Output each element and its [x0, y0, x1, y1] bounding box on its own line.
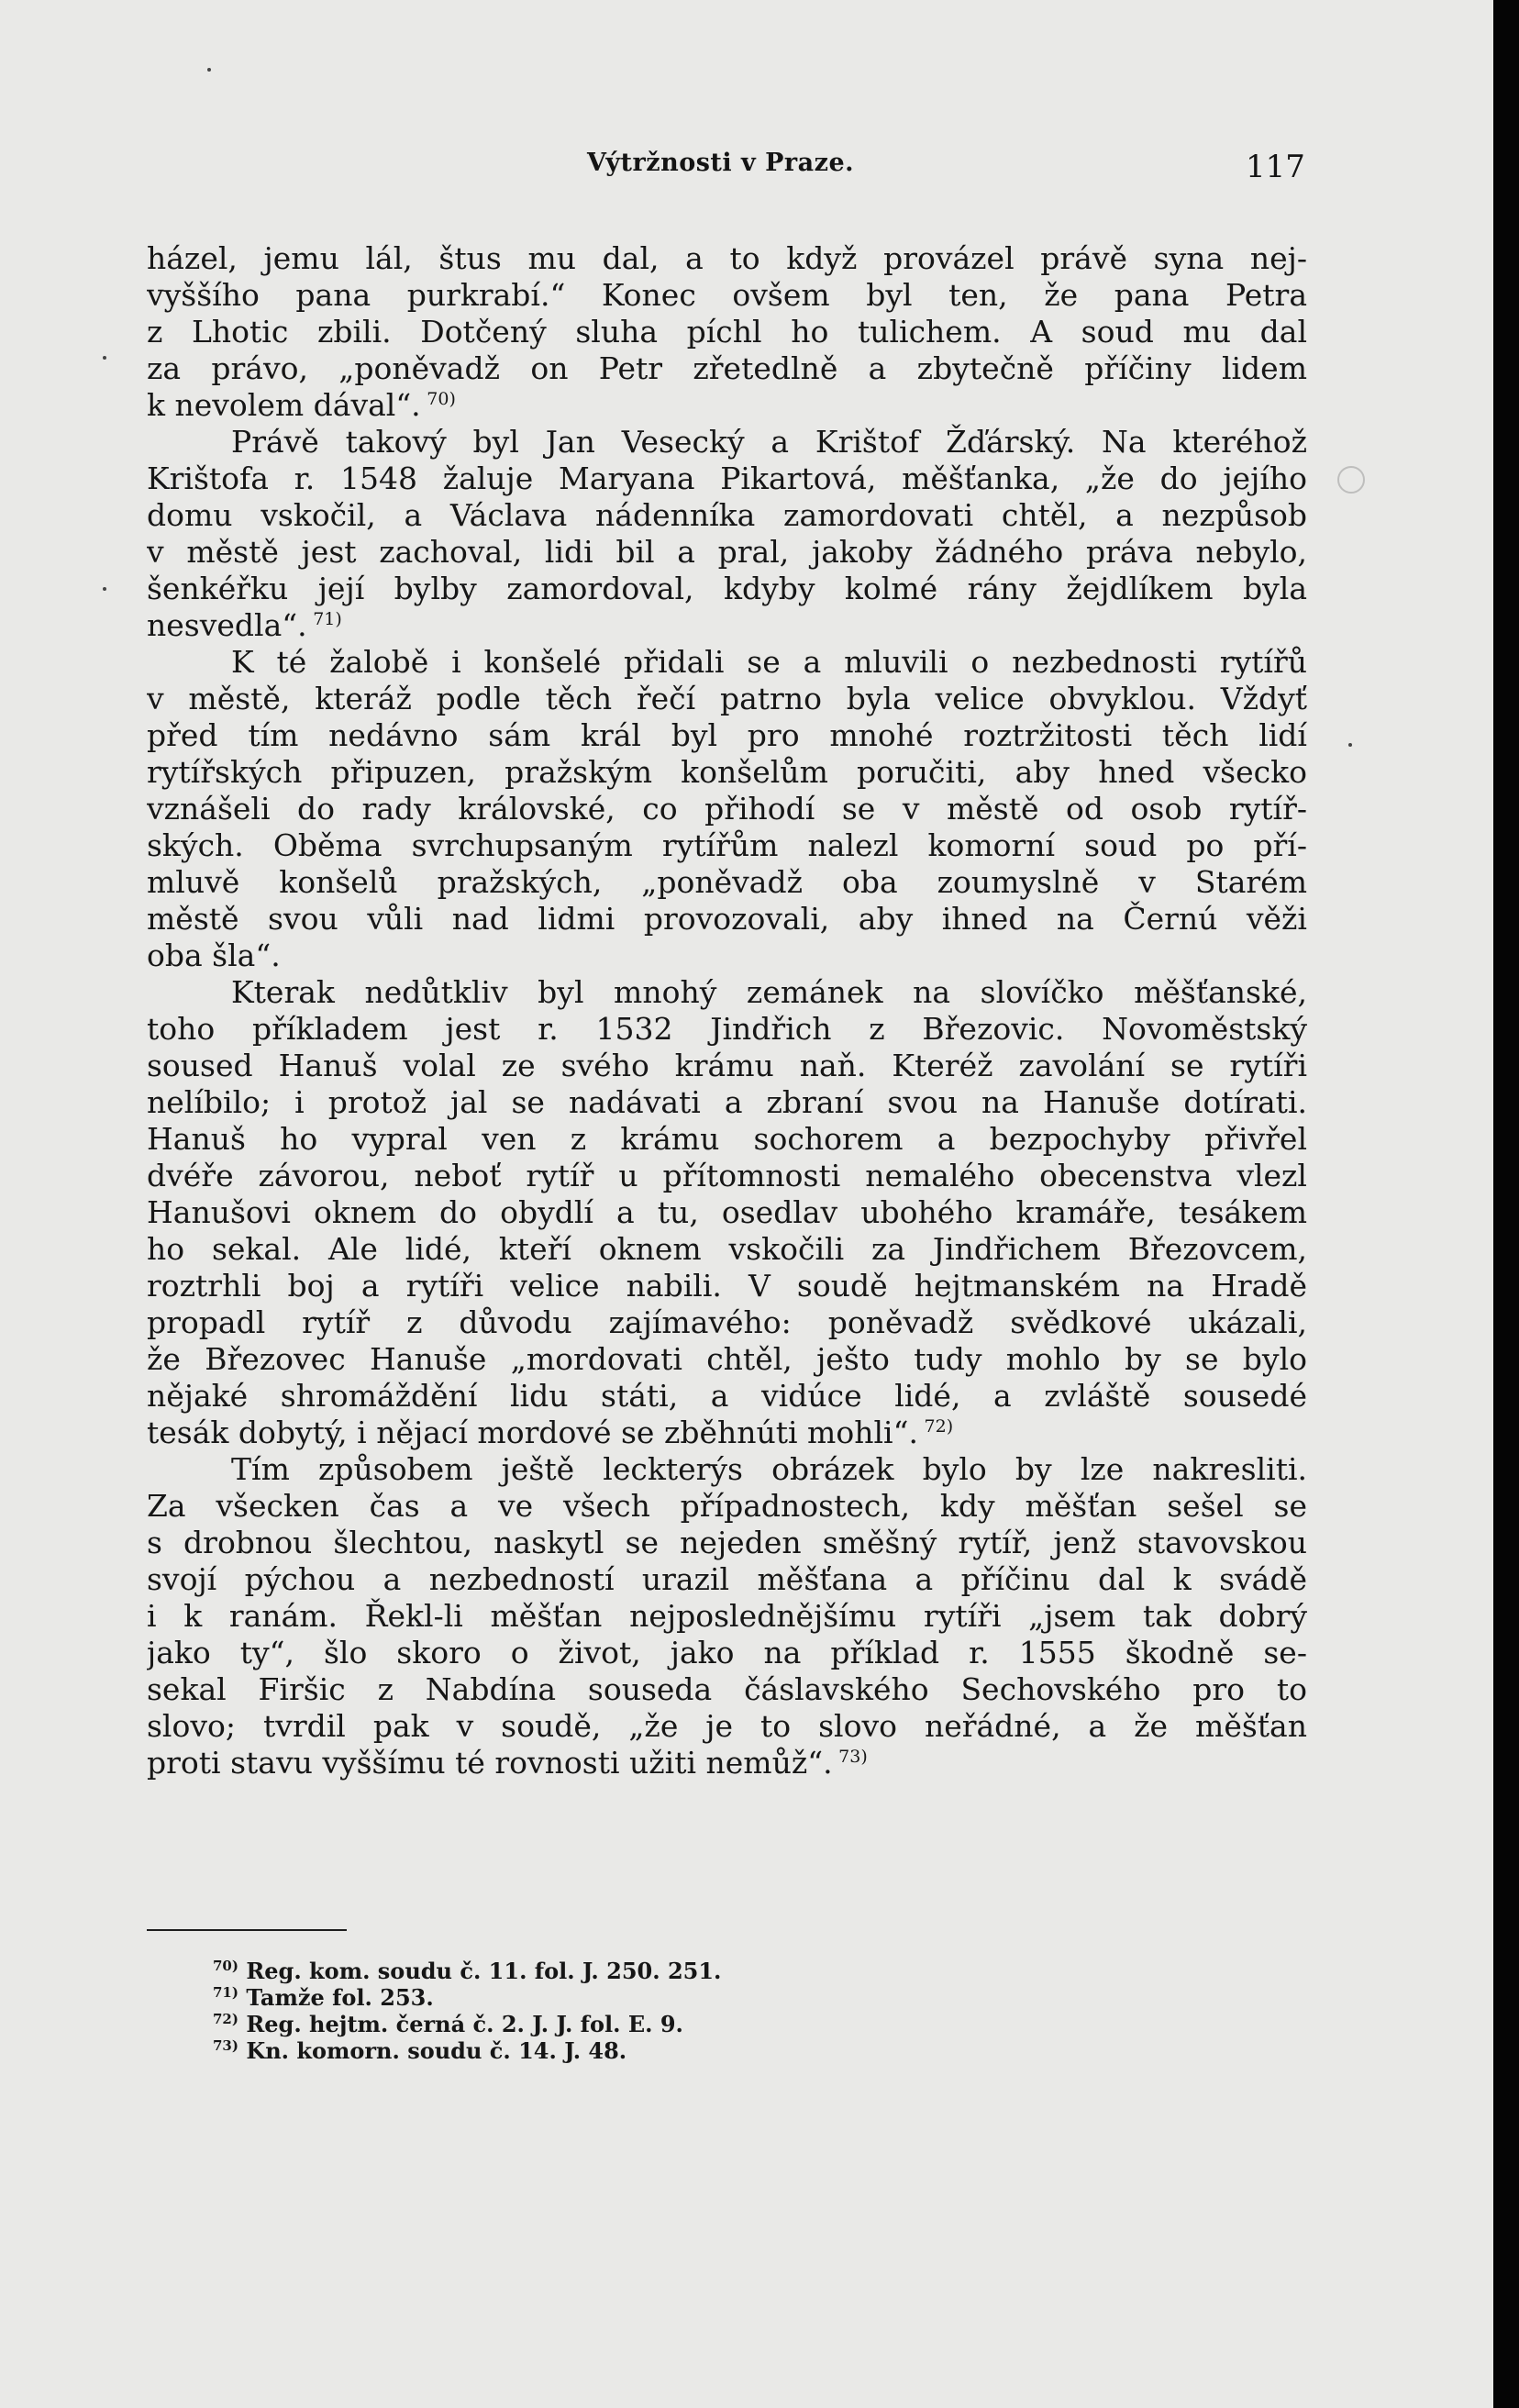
footnote: [213, 2011, 721, 2037]
text-line-content: slovo; tvrdil pak v soudě, „že je to slovo neřádné, a že měšťan: [147, 1708, 1307, 1744]
text-line-content: v městě jest zachoval, lidi bil a pral, jakoby žádného práva nebylo,: [147, 534, 1307, 570]
footnote-text: Tamže fol. 253.: [246, 1984, 434, 2011]
text-line: [147, 387, 1307, 424]
dust-speck: [207, 68, 211, 72]
text-line-content: vyššího pana purkrabí.“ Konec ovšem byl ten, že pana Petra: [147, 277, 1307, 313]
text-line-content: svojí pýchou a nezbedností urazil měšťana a příčinu dal k svádě: [147, 1561, 1307, 1597]
text-line: [147, 827, 1307, 864]
text-line-content: roztrhli boj a rytíři velice nabili. V soudě hejtmanském na Hradě: [147, 1268, 1307, 1304]
text-line-content: že Březovec Hanuše „mordovati chtěl, ješto tudy mohlo by se bylo: [147, 1341, 1307, 1377]
text-line: [147, 1194, 1307, 1231]
text-line-content: nějaké shromáždění lidu státi, a vidúce lidé, a zvláště sousedé: [147, 1378, 1307, 1414]
text-line-content: Tím způsobem ještě leckterýs obrázek bylo by lze nakresliti.: [231, 1451, 1307, 1487]
text-line-content: Právě takový byl Jan Vesecký a Krištof Žďárský. Na kteréhož: [231, 424, 1307, 460]
text-line-content: Hanuš ho vypral ven z krámu sochorem a bezpochyby přivřel: [147, 1121, 1307, 1157]
text-line: [147, 1415, 1307, 1451]
text-line: [147, 754, 1307, 791]
footnote-text: Kn. komorn. soudu č. 14. J. 48.: [246, 2037, 627, 2064]
text-line: [147, 1121, 1307, 1158]
text-line-content: z Lhotic zbili. Dotčený sluha píchl ho tulichem. A soud mu dal: [147, 314, 1307, 350]
dust-speck: [103, 587, 106, 591]
dust-speck: [1348, 743, 1352, 747]
ink-blot: [1337, 466, 1365, 494]
text-line-content: oba šla“.: [147, 938, 281, 973]
scan-border: [1493, 0, 1519, 2408]
text-line-content: sekal Firšic z Nabdína souseda čáslavského Sechovského pro to: [147, 1671, 1307, 1707]
text-line: [147, 1341, 1307, 1378]
text-line-content: v městě, kteráž podle těch řečí patrno byla velice obvyklou. Vždyť: [147, 681, 1307, 716]
text-line: [147, 1635, 1307, 1671]
text-line: [147, 497, 1307, 534]
text-line: [147, 424, 1307, 461]
text-line: [147, 791, 1307, 827]
text-line-content: Hanušovi oknem do obydlí a tu, osedlav ubohého kramáře, tesákem: [147, 1194, 1307, 1230]
footnote-reference: 72): [924, 1416, 954, 1437]
text-line: [147, 1158, 1307, 1194]
dust-speck: [103, 356, 106, 360]
text-line: [147, 461, 1307, 497]
text-line: [147, 534, 1307, 571]
text-line-content: jako ty“, šlo skoro o život, jako na příklad r. 1555 škodně se-: [147, 1635, 1307, 1670]
text-line: [147, 938, 1307, 974]
text-line-content: K té žalobě i konšelé přidali se a mluvili o nezbednosti rytířů: [231, 644, 1307, 680]
text-line-content: k nevolem dával“.: [147, 387, 421, 423]
text-line-content: ských. Oběma svrchupsaným rytířům nalezl komorní soud po pří-: [147, 827, 1307, 863]
text-line-content: šenkéřku její bylby zamordoval, kdyby kolmé rány žejdlíkem byla: [147, 571, 1307, 606]
footnote-reference: 70): [427, 389, 456, 409]
text-line-content: Za všecken čas a ve všech případnostech, kdy měšťan sešel se: [147, 1488, 1307, 1524]
text-line: [147, 1525, 1307, 1561]
text-line: [147, 864, 1307, 901]
text-line: [147, 1488, 1307, 1525]
text-line-content: Krištofa r. 1548 žaluje Maryana Pikartová, měšťanka, „že do jejího: [147, 461, 1307, 496]
text-line: [147, 717, 1307, 754]
text-line: [147, 1745, 1307, 1781]
text-line-content: i k ranám. Řekl-li měšťan nejposlednějšímu rytíři „jsem tak dobrý: [147, 1598, 1307, 1634]
text-line-content: propadl rytíř z důvodu zajímavého: poněvadž svědkové ukázali,: [147, 1304, 1307, 1340]
text-line: [147, 571, 1307, 607]
footnote: [213, 2037, 721, 2064]
text-line-content: ho sekal. Ale lidé, kteří oknem vskočili za Jindřichem Březovcem,: [147, 1231, 1307, 1267]
text-line: [147, 1048, 1307, 1084]
footnote-mark: 73): [213, 2037, 238, 2054]
text-line: [147, 314, 1307, 350]
text-line: [147, 240, 1307, 277]
text-line-content: dvéře závorou, neboť rytíř u přítomnosti nemalého obecenstva vlezl: [147, 1158, 1307, 1193]
text-line: [147, 1304, 1307, 1341]
text-line-content: nelíbilo; i protož jal se nadávati a zbraní svou na Hanuše dotírati.: [147, 1084, 1307, 1120]
text-line: [147, 681, 1307, 717]
footnote-reference: 71): [313, 609, 342, 629]
text-line: [147, 1084, 1307, 1121]
text-line: [147, 1231, 1307, 1268]
text-line-content: za právo, „poněvadž on Petr zřetedlně a zbytečně příčiny lidem: [147, 350, 1307, 386]
footnote: [213, 1984, 721, 2011]
text-line: [147, 1708, 1307, 1745]
footnote-text: Reg. hejtm. černá č. 2. J. J. fol. E. 9.: [246, 2011, 683, 2037]
text-line-content: proti stavu vyššímu té rovnosti užiti nemůž“.: [147, 1745, 833, 1781]
text-line: [147, 1268, 1307, 1304]
text-line: [147, 277, 1307, 314]
footnote-mark: 70): [213, 1958, 238, 1974]
text-line-content: rytířských připuzen, pražským konšelům poručiti, aby hned všecko: [147, 754, 1307, 790]
text-line: [147, 1451, 1307, 1488]
footnote-separator: [147, 1929, 347, 1931]
text-line-content: tesák dobytý, i nějací mordové se zběhnúti mohli“.: [147, 1415, 918, 1450]
body-text: [147, 240, 1307, 1781]
text-line-content: s drobnou šlechtou, naskytl se nejeden směšný rytíř, jenž stavovskou: [147, 1525, 1307, 1560]
text-line-content: domu vskočil, a Václava nádenníka zamordovati chtěl, a nezpůsob: [147, 497, 1307, 533]
text-line: [147, 1378, 1307, 1415]
running-title: Výtržnosti v Praze.: [587, 149, 855, 177]
text-line: [147, 644, 1307, 681]
text-line: [147, 1011, 1307, 1048]
page-number: 117: [1246, 149, 1305, 185]
text-line-content: před tím nedávno sám král byl pro mnohé roztržitosti těch lidí: [147, 717, 1307, 753]
text-line: [147, 1561, 1307, 1598]
text-line-content: házel, jemu lál, štus mu dal, a to když provázel právě syna nej-: [147, 240, 1307, 276]
text-line: [147, 1598, 1307, 1635]
text-line: [147, 607, 1307, 644]
text-line: [147, 974, 1307, 1011]
text-line: [147, 350, 1307, 387]
footnotes: [213, 1958, 721, 2064]
text-line-content: mluvě konšelů pražských, „poněvadž oba zoumyslně v Starém: [147, 864, 1307, 900]
footnote-reference: 73): [838, 1747, 868, 1767]
footnote: [213, 1958, 721, 1984]
text-line: [147, 1671, 1307, 1708]
text-line-content: nesvedla“.: [147, 607, 307, 643]
text-line: [147, 901, 1307, 938]
footnote-mark: 72): [213, 2011, 238, 2027]
text-line-content: vznášeli do rady královské, co přihodí se v městě od osob rytíř-: [147, 791, 1307, 827]
text-line-content: městě svou vůli nad lidmi provozovali, aby ihned na Černú věži: [147, 901, 1307, 937]
footnote-text: Reg. kom. soudu č. 11. fol. J. 250. 251.: [246, 1958, 722, 1984]
footnote-mark: 71): [213, 1984, 238, 2001]
text-line-content: Kterak nedůtkliv byl mnohý zemánek na slovíčko měšťanské,: [231, 974, 1307, 1010]
text-line-content: soused Hanuš volal ze svého krámu naň. Kteréž zavolání se rytíři: [147, 1048, 1307, 1083]
text-line-content: toho příkladem jest r. 1532 Jindřich z Březovic. Novoměstský: [147, 1011, 1307, 1047]
